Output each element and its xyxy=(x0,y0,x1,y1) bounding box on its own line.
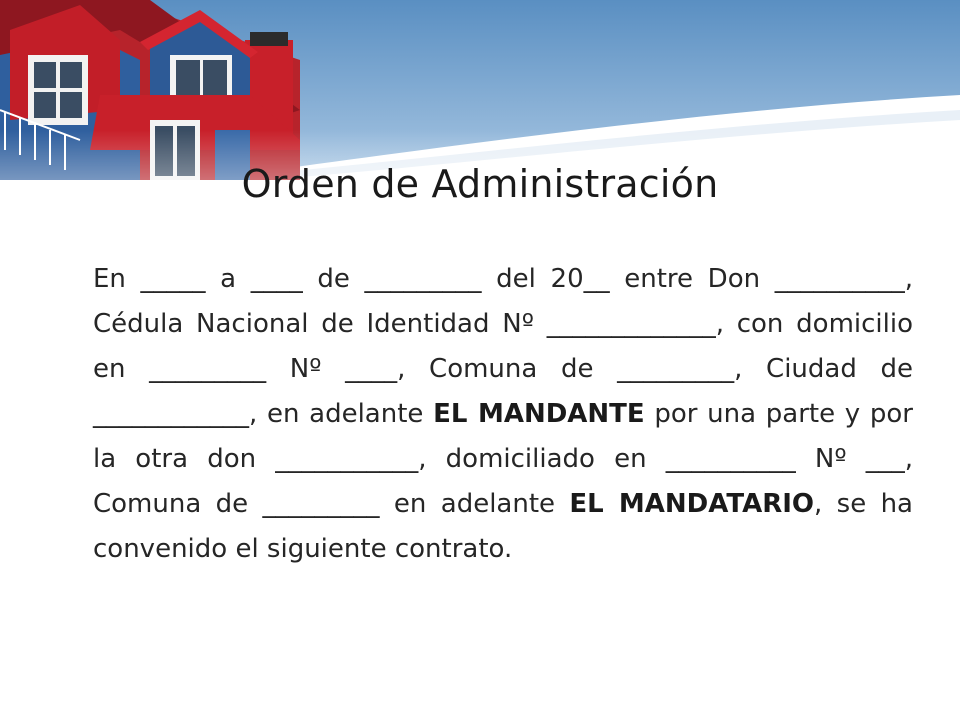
paragraph-text-3: , se ha convenido el siguiente contrato. xyxy=(93,489,913,564)
mandante-label: EL MANDANTE xyxy=(433,399,645,429)
mandatario-label: EL MANDATARIO xyxy=(569,489,814,519)
house-photo-banner xyxy=(0,0,960,180)
paragraph-text-2: por una parte y por la otra don ___________, domiciliado en __________ Nº ___, Comuna de _________ en adelante xyxy=(93,399,913,519)
contract-paragraph xyxy=(93,257,913,572)
slide-title: Orden de Administración xyxy=(241,162,719,206)
paragraph-text-1: En _____ a ____ de _________ del 20__ entre Don __________, Cédula Nacional de Identidad Nº _____________, con domicilio en _________ Nº ____, Comuna de _________, Ciudad de ____________, en adelante xyxy=(93,264,913,429)
